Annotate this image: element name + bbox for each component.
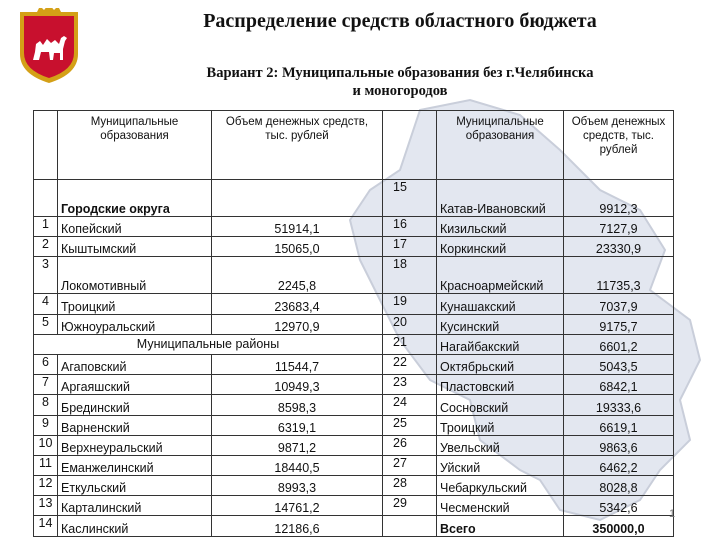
municipality-name: Коркинский <box>437 237 564 257</box>
municipality-name: Кунашакский <box>437 294 564 314</box>
table-row <box>34 294 674 314</box>
municipality-name: Кусинский <box>437 314 564 334</box>
amount-value: 6601,2 <box>564 334 674 354</box>
municipality-name: Уйский <box>437 455 564 475</box>
row-number: 25 <box>383 415 437 435</box>
amount-value: 6319,1 <box>212 415 383 435</box>
subtitle-line-2: и моногородов <box>352 83 448 99</box>
municipality-name: Чесменский <box>437 496 564 516</box>
row-number: 5 <box>34 314 58 334</box>
table-row <box>34 375 674 395</box>
row-number: 20 <box>383 314 437 334</box>
page-title: Распределение средств областного бюджета <box>203 10 597 32</box>
row-number: 26 <box>383 435 437 455</box>
row-number: 14 <box>34 516 58 536</box>
table-row <box>34 395 674 415</box>
table-row <box>34 496 674 516</box>
amount-value: 51914,1 <box>212 217 383 237</box>
amount-value: 12970,9 <box>212 314 383 334</box>
row-number: 7 <box>34 375 58 395</box>
municipality-name: Локомотивный <box>58 257 212 294</box>
row-number: 16 <box>383 217 437 237</box>
municipality-name: Пластовский <box>437 375 564 395</box>
amount-value: 6619,1 <box>564 415 674 435</box>
amount-value: 7037,9 <box>564 294 674 314</box>
row-number <box>34 180 58 217</box>
amount-value: 7127,9 <box>564 217 674 237</box>
municipality-name: Кизильский <box>437 217 564 237</box>
table-row <box>34 180 674 217</box>
municipality-name: Копейский <box>58 217 212 237</box>
table-row <box>34 435 674 455</box>
amount-value: 19333,6 <box>564 395 674 415</box>
row-number: 3 <box>34 257 58 294</box>
amount-value: 18440,5 <box>212 455 383 475</box>
header-municipalities-right: Муниципальные образования <box>437 111 564 180</box>
municipality-name: Нагайбакский <box>437 334 564 354</box>
municipality-name: Еманжелинский <box>58 455 212 475</box>
table-row <box>34 415 674 435</box>
amount-value: 350000,0 <box>564 516 674 536</box>
row-number: 17 <box>383 237 437 257</box>
page-number: 1 <box>669 508 676 520</box>
header-num-left <box>34 111 58 180</box>
page-subtitle <box>150 64 650 100</box>
amount-value: 23330,9 <box>564 237 674 257</box>
municipality-name: Городские округа <box>58 180 212 217</box>
municipality-name: Карталинский <box>58 496 212 516</box>
header-municipalities-left: Муниципальные образования <box>58 111 212 180</box>
row-number: 15 <box>383 180 437 217</box>
header-amount-left: Объем денежных средств, тыс. рублей <box>212 111 383 180</box>
municipality-name: Сосновский <box>437 395 564 415</box>
municipality-name: Катав-Ивановский <box>437 180 564 217</box>
row-number: 22 <box>383 354 437 374</box>
amount-value: 14761,2 <box>212 496 383 516</box>
table-row <box>34 455 674 475</box>
row-number: 24 <box>383 395 437 415</box>
amount-value: 2245,8 <box>212 257 383 294</box>
coat-of-arms-emblem <box>16 8 82 86</box>
amount-value: 6842,1 <box>564 375 674 395</box>
amount-value: 23683,4 <box>212 294 383 314</box>
amount-value: 8598,3 <box>212 395 383 415</box>
table-row <box>34 217 674 237</box>
table-row <box>34 237 674 257</box>
section-heading: Муниципальные районы <box>34 334 383 354</box>
municipality-name: Агаповский <box>58 354 212 374</box>
amount-value: 9912,3 <box>564 180 674 217</box>
municipality-name: Троицкий <box>58 294 212 314</box>
row-number: 1 <box>34 217 58 237</box>
row-number: 19 <box>383 294 437 314</box>
row-number: 6 <box>34 354 58 374</box>
amount-value: 11544,7 <box>212 354 383 374</box>
row-number: 29 <box>383 496 437 516</box>
municipality-name: Всего <box>437 516 564 536</box>
row-number: 18 <box>383 257 437 294</box>
municipality-name: Южноуральский <box>58 314 212 334</box>
municipality-name: Троицкий <box>437 415 564 435</box>
budget-distribution-table <box>33 110 674 537</box>
municipality-name: Кыштымский <box>58 237 212 257</box>
table-row <box>34 314 674 334</box>
row-number: 8 <box>34 395 58 415</box>
municipality-name: Красноармейский <box>437 257 564 294</box>
table-header-row <box>34 111 674 180</box>
subtitle-line-1: Вариант 2: Муниципальные образования без г.Челябинска <box>206 65 594 81</box>
row-number <box>383 516 437 536</box>
municipality-name: Брединский <box>58 395 212 415</box>
row-number: 12 <box>34 476 58 496</box>
row-number: 11 <box>34 455 58 475</box>
amount-value: 8993,3 <box>212 476 383 496</box>
table-row <box>34 516 674 536</box>
table-row <box>34 257 674 294</box>
row-number: 4 <box>34 294 58 314</box>
municipality-name: Октябрьский <box>437 354 564 374</box>
municipality-name: Аргаяшский <box>58 375 212 395</box>
row-number: 28 <box>383 476 437 496</box>
row-number: 27 <box>383 455 437 475</box>
row-number: 10 <box>34 435 58 455</box>
amount-value: 11735,3 <box>564 257 674 294</box>
amount-value: 9175,7 <box>564 314 674 334</box>
amount-value: 12186,6 <box>212 516 383 536</box>
municipality-name: Чебаркульский <box>437 476 564 496</box>
row-number: 21 <box>383 334 437 354</box>
table-row <box>34 354 674 374</box>
row-number: 23 <box>383 375 437 395</box>
table-row <box>34 334 674 354</box>
municipality-name: Каслинский <box>58 516 212 536</box>
header-num-right <box>383 111 437 180</box>
municipality-name: Еткульский <box>58 476 212 496</box>
amount-value: 10949,3 <box>212 375 383 395</box>
table-row <box>34 476 674 496</box>
header-amount-right: Объем денежных средств, тыс. рублей <box>564 111 674 180</box>
amount-value: 8028,8 <box>564 476 674 496</box>
row-number: 2 <box>34 237 58 257</box>
row-number: 9 <box>34 415 58 435</box>
amount-value: 15065,0 <box>212 237 383 257</box>
amount-value: 9863,6 <box>564 435 674 455</box>
amount-value: 6462,2 <box>564 455 674 475</box>
amount-value: 9871,2 <box>212 435 383 455</box>
amount-value <box>212 180 383 217</box>
amount-value: 5043,5 <box>564 354 674 374</box>
municipality-name: Верхнеуральский <box>58 435 212 455</box>
municipality-name: Варненский <box>58 415 212 435</box>
row-number: 13 <box>34 496 58 516</box>
municipality-name: Увельский <box>437 435 564 455</box>
amount-value: 5342,6 <box>564 496 674 516</box>
